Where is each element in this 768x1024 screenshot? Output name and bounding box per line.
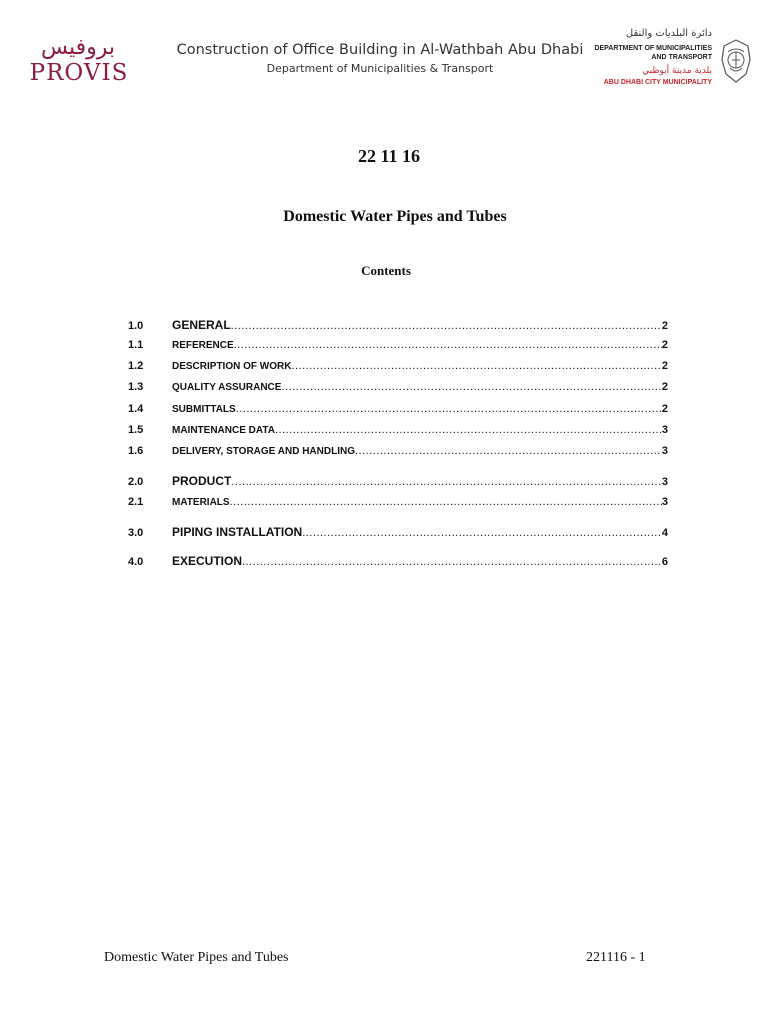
section-number: 22 11 16 xyxy=(357,146,420,166)
header-department: Department of Municipalities & Transport xyxy=(266,62,494,75)
toc-entry[interactable] xyxy=(128,525,668,541)
toc-entry-title: PIPING INSTALLATION xyxy=(172,525,303,539)
toc-entry-title: MATERIALS xyxy=(172,497,230,508)
toc-entry-title: GENERAL xyxy=(172,318,231,332)
toc-entry-title: REFERENCE xyxy=(172,340,234,351)
toc-entry-number: 1.5 xyxy=(128,424,144,436)
toc-entry-number: 3.0 xyxy=(128,527,144,539)
toc-dot-leader xyxy=(242,556,662,568)
toc-entry-number: 1.1 xyxy=(128,339,144,351)
toc-entry-page: 2 xyxy=(661,381,668,393)
provis-logo xyxy=(24,32,134,94)
provis-logo-arabic: بروفيس xyxy=(40,35,116,60)
toc-dot-leader xyxy=(291,360,661,372)
toc-entry-number: 4.0 xyxy=(128,556,144,568)
contents-heading: Contents xyxy=(361,263,411,278)
footer-document-title: Domestic Water Pipes and Tubes xyxy=(104,950,289,965)
toc-entry[interactable] xyxy=(128,424,668,440)
toc-entry[interactable] xyxy=(128,496,668,512)
toc-dot-leader xyxy=(275,424,662,436)
toc-entry-number: 1.6 xyxy=(128,445,144,457)
toc-entry-number: 1.0 xyxy=(128,320,144,332)
dmt-logo-arabic-municipality: بلدية مدينة أبوظبي xyxy=(642,66,712,76)
page-header xyxy=(0,0,768,100)
toc-dot-leader xyxy=(231,320,662,332)
document-title: Domestic Water Pipes and Tubes xyxy=(283,208,507,225)
toc-entry-number: 1.4 xyxy=(128,403,144,415)
toc-dot-leader xyxy=(234,339,662,351)
toc-entry-page: 4 xyxy=(661,527,668,539)
toc-entry-title: DESCRIPTION OF WORK xyxy=(172,361,292,372)
toc-entry[interactable] xyxy=(128,339,668,355)
toc-entry-number: 2.1 xyxy=(128,496,144,508)
falcon-emblem-icon xyxy=(718,38,754,84)
toc-entry-title: PRODUCT xyxy=(172,474,232,488)
toc-dot-leader xyxy=(231,476,662,488)
dmt-logo-english-department: DEPARTMENT OF MUNICIPALITIES xyxy=(594,45,712,52)
toc-dot-leader xyxy=(355,445,662,457)
toc-entry-page: 3 xyxy=(661,424,668,436)
toc-entry-page: 3 xyxy=(661,476,668,488)
toc-dot-leader xyxy=(281,381,661,393)
toc-dot-leader xyxy=(230,496,662,508)
toc-entry-title: MAINTENANCE DATA xyxy=(172,425,275,436)
toc-entry-number: 1.3 xyxy=(128,381,144,393)
toc-entry[interactable] xyxy=(128,474,668,490)
toc-entry[interactable] xyxy=(128,318,668,334)
dmt-logo xyxy=(560,28,760,96)
toc-dot-leader xyxy=(236,403,662,415)
toc-entry[interactable] xyxy=(128,381,668,397)
toc-dot-leader xyxy=(302,527,662,539)
toc-entry[interactable] xyxy=(128,554,668,570)
provis-logo-latin: PROVIS xyxy=(29,60,129,86)
dmt-logo-english-municipality: ABU DHABI CITY MUNICIPALITY xyxy=(603,79,712,86)
dmt-logo-arabic-department: دائرة البلديات والنقل xyxy=(625,28,712,39)
toc-entry-title: QUALITY ASSURANCE xyxy=(172,382,282,393)
toc-entry-title: SUBMITTALS xyxy=(172,404,236,415)
toc-entry-title: DELIVERY, STORAGE AND HANDLING xyxy=(172,446,355,457)
footer-page-number: 221116 - 1 xyxy=(586,950,646,965)
toc-entry[interactable] xyxy=(128,445,668,461)
toc-entry-page: 2 xyxy=(661,360,668,372)
toc-entry-page: 3 xyxy=(661,496,668,508)
toc-entry-number: 1.2 xyxy=(128,360,144,372)
toc-entry-number: 2.0 xyxy=(128,476,144,488)
toc-entry-page: 2 xyxy=(661,339,668,351)
toc-entry-page: 3 xyxy=(661,445,668,457)
toc-entry-page: 6 xyxy=(661,556,668,568)
toc-entry[interactable] xyxy=(128,360,668,376)
toc-entry-page: 2 xyxy=(661,403,668,415)
toc-entry[interactable] xyxy=(128,403,668,419)
toc-entry-title: EXECUTION xyxy=(172,554,243,568)
header-project-title: Construction of Office Building in Al-Wathbah Abu Dhabi xyxy=(176,42,584,58)
dmt-logo-english-transport: AND TRANSPORT xyxy=(651,54,712,61)
toc-entry-page: 2 xyxy=(661,320,668,332)
